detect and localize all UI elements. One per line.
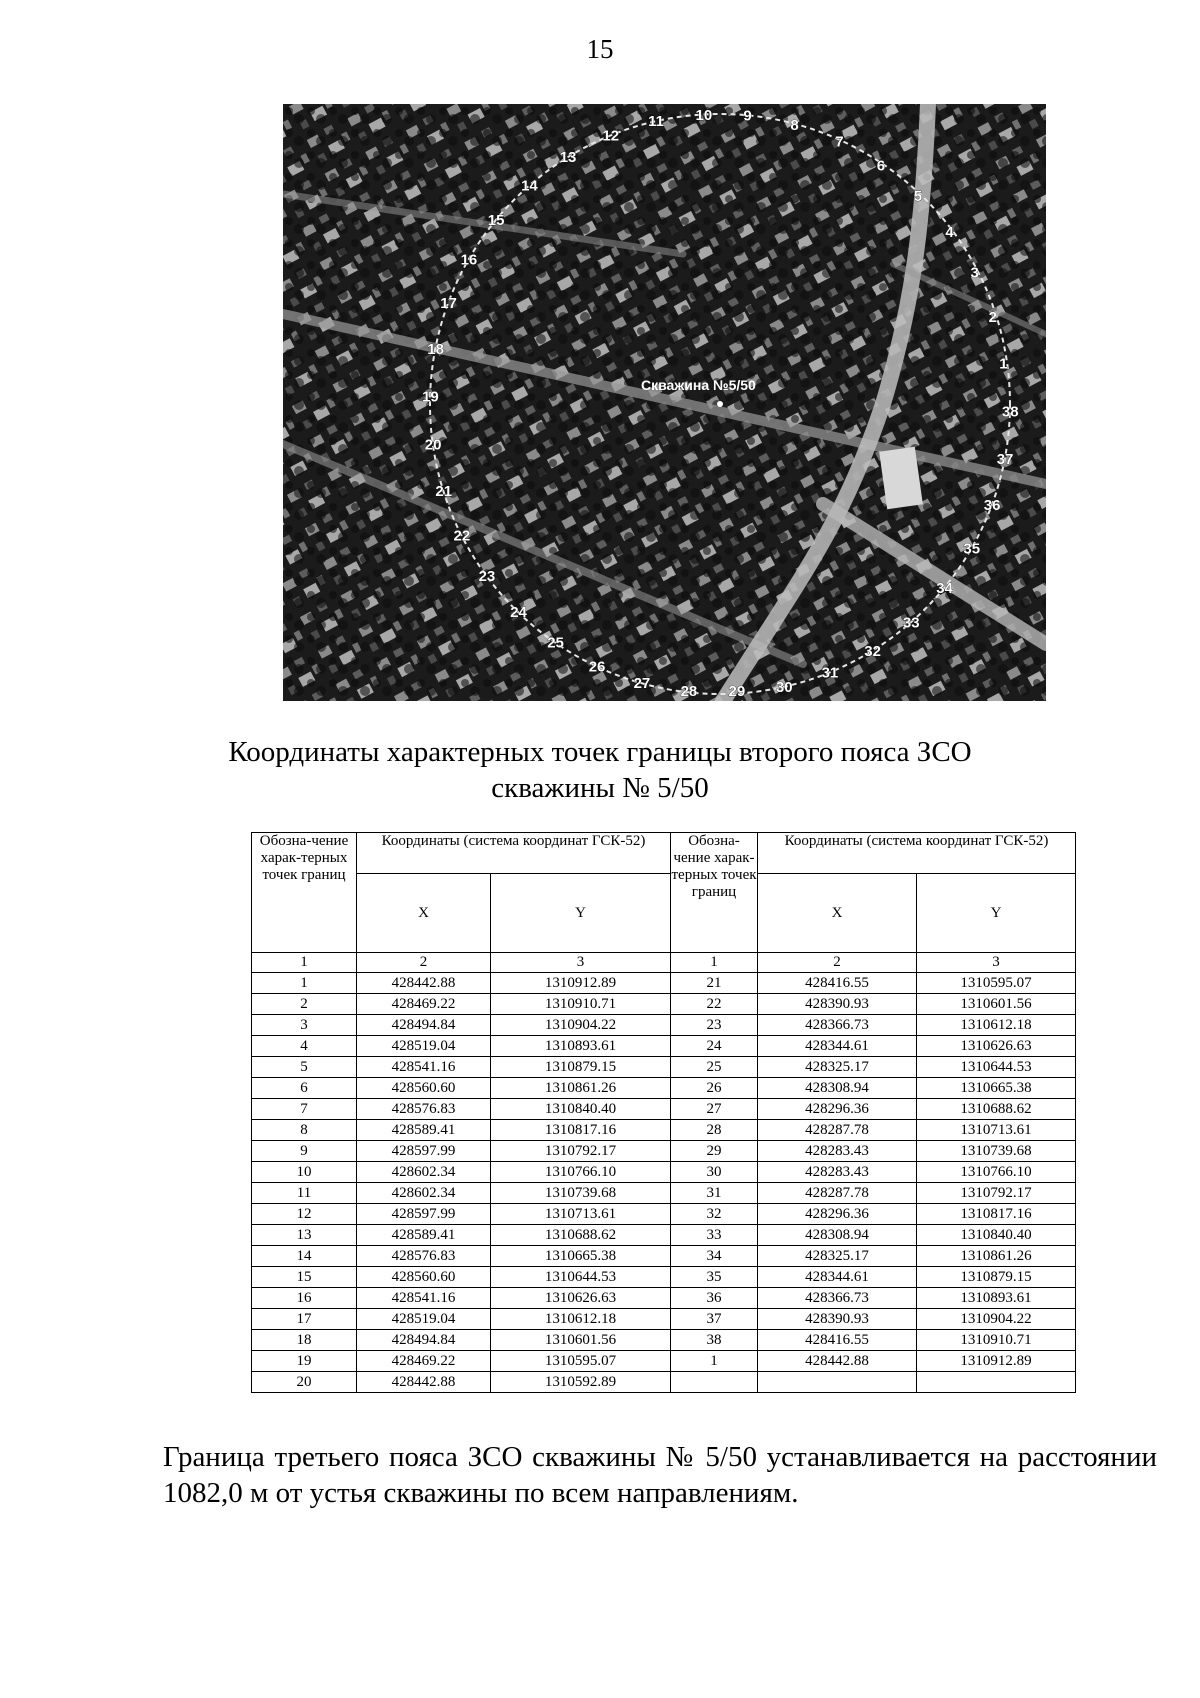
y-cell: 1310904.22 (491, 1015, 671, 1036)
boundary-point-label: 32 (864, 642, 881, 660)
column-number: 2 (357, 953, 491, 973)
point-id-cell: 34 (671, 1246, 758, 1267)
boundary-point-label: 17 (440, 294, 457, 312)
x-cell: 428308.94 (758, 1078, 917, 1099)
x-cell: 428442.88 (357, 973, 491, 994)
point-id-cell: 1 (252, 973, 357, 994)
header-y-right: Y (917, 874, 1076, 953)
point-id-cell: 9 (252, 1141, 357, 1162)
point-id-cell: 24 (671, 1036, 758, 1057)
caption-line-1: Координаты характерных точек границы второго пояса ЗСО (228, 736, 972, 768)
point-id-cell: 20 (252, 1372, 357, 1393)
point-id-cell: 38 (671, 1330, 758, 1351)
table-row (252, 1120, 1076, 1141)
boundary-point-label: 12 (602, 127, 620, 145)
y-cell: 1310612.18 (491, 1309, 671, 1330)
y-cell: 1310912.89 (491, 973, 671, 994)
x-cell: 428416.55 (758, 973, 917, 994)
boundary-point-label: 23 (478, 568, 496, 586)
y-cell: 1310893.61 (917, 1288, 1076, 1309)
header-x-left: X (357, 874, 491, 953)
point-id-cell: 17 (252, 1309, 357, 1330)
point-id-cell: 28 (671, 1120, 758, 1141)
x-cell: 428366.73 (758, 1015, 917, 1036)
x-cell: 428287.78 (758, 1120, 917, 1141)
y-cell: 1310879.15 (491, 1057, 671, 1078)
header-designation-right: Обозна-чение харак-терных точек границ (671, 833, 758, 953)
x-cell: 428589.41 (357, 1225, 491, 1246)
point-id-cell: 23 (671, 1015, 758, 1036)
boundary-point-label: 16 (460, 251, 478, 269)
x-cell: 428366.73 (758, 1288, 917, 1309)
point-id-cell: 37 (671, 1309, 758, 1330)
point-id-cell: 22 (671, 994, 758, 1015)
table-row (252, 1078, 1076, 1099)
boundary-point-label: 22 (453, 527, 471, 545)
table-row (252, 994, 1076, 1015)
column-number: 1 (252, 953, 357, 973)
table-row (252, 1141, 1076, 1162)
point-id-cell: 32 (671, 1204, 758, 1225)
y-cell: 1310792.17 (491, 1141, 671, 1162)
point-id-cell: 25 (671, 1057, 758, 1078)
x-cell: 428597.99 (357, 1141, 491, 1162)
boundary-point-label: 38 (1001, 403, 1019, 421)
point-id-cell: 36 (671, 1288, 758, 1309)
x-cell: 428541.16 (357, 1288, 491, 1309)
table-row (252, 1015, 1076, 1036)
y-cell: 1310626.63 (917, 1036, 1076, 1057)
y-cell: 1310665.38 (917, 1078, 1076, 1099)
point-id-cell: 33 (671, 1225, 758, 1246)
x-cell: 428494.84 (357, 1015, 491, 1036)
x-cell: 428283.43 (758, 1141, 917, 1162)
boundary-point-label: 28 (680, 683, 698, 700)
y-cell: 1310688.62 (917, 1099, 1076, 1120)
x-cell: 428494.84 (357, 1330, 491, 1351)
boundary-point-label: 2 (988, 308, 997, 326)
caption-line-2: скважины № 5/50 (491, 772, 709, 804)
point-id-cell: 4 (252, 1036, 357, 1057)
y-cell: 1310626.63 (491, 1288, 671, 1309)
x-cell: 428308.94 (758, 1225, 917, 1246)
point-id-cell: 31 (671, 1183, 758, 1204)
y-cell: 1310713.61 (917, 1120, 1076, 1141)
map-canvas (283, 104, 1046, 701)
table-row (252, 1351, 1076, 1372)
y-cell: 1310893.61 (491, 1036, 671, 1057)
point-id-cell: 3 (252, 1015, 357, 1036)
y-cell: 1310644.53 (491, 1267, 671, 1288)
y-cell: 1310713.61 (491, 1204, 671, 1225)
table-row (252, 1036, 1076, 1057)
boundary-point-label: 27 (633, 675, 651, 693)
point-id-cell: 7 (252, 1099, 357, 1120)
y-cell: 1310861.26 (491, 1078, 671, 1099)
x-cell (758, 1372, 917, 1393)
boundary-point-label: 29 (728, 683, 746, 700)
y-cell: 1310644.53 (917, 1057, 1076, 1078)
y-cell: 1310766.10 (491, 1162, 671, 1183)
point-id-cell: 6 (252, 1078, 357, 1099)
table-row (252, 973, 1076, 994)
point-id-cell: 19 (252, 1351, 357, 1372)
boundary-point-label: 15 (487, 212, 505, 230)
header-y-left: Y (491, 874, 671, 953)
y-cell: 1310766.10 (917, 1162, 1076, 1183)
well-label: Скважина №5/50 (641, 377, 756, 393)
y-cell (917, 1372, 1076, 1393)
y-cell: 1310592.89 (491, 1372, 671, 1393)
column-number: 1 (671, 953, 758, 973)
x-cell: 428442.88 (758, 1351, 917, 1372)
point-id-cell: 5 (252, 1057, 357, 1078)
boundary-point-label: 30 (775, 678, 793, 696)
y-cell: 1310904.22 (917, 1309, 1076, 1330)
boundary-point-label: 6 (876, 157, 886, 175)
table-row (252, 1330, 1076, 1351)
x-cell: 428469.22 (357, 994, 491, 1015)
y-cell: 1310912.89 (917, 1351, 1076, 1372)
boundary-point-label: 25 (547, 634, 564, 652)
x-cell: 428296.36 (758, 1099, 917, 1120)
point-id-cell: 11 (252, 1183, 357, 1204)
boundary-point-label: 14 (521, 177, 538, 195)
header-designation-left: Обозна-чение харак-терных точек границ (252, 833, 357, 953)
x-cell: 428560.60 (357, 1078, 491, 1099)
page-number: 15 (586, 34, 614, 64)
point-id-cell: 10 (252, 1162, 357, 1183)
boundary-point-label: 5 (913, 187, 923, 205)
x-cell: 428541.16 (357, 1057, 491, 1078)
header-coords-left: Координаты (система координат ГСК-52) (357, 833, 671, 874)
table-row (252, 1267, 1076, 1288)
y-cell: 1310612.18 (917, 1015, 1076, 1036)
x-cell: 428602.34 (357, 1162, 491, 1183)
satellite-map (283, 104, 1046, 701)
y-cell: 1310595.07 (917, 973, 1076, 994)
table-caption (0, 734, 1200, 806)
y-cell: 1310817.16 (491, 1120, 671, 1141)
x-cell: 428344.61 (758, 1267, 917, 1288)
boundary-point-label: 36 (983, 497, 1001, 515)
point-id-cell: 2 (252, 994, 357, 1015)
point-id-cell: 12 (252, 1204, 357, 1225)
table-row (252, 1099, 1076, 1120)
boundary-point-label: 11 (648, 113, 664, 131)
boundary-point-label: 35 (963, 540, 981, 558)
table-row (252, 1288, 1076, 1309)
point-id-cell: 27 (671, 1099, 758, 1120)
boundary-point-label: 9 (743, 107, 752, 125)
x-cell: 428287.78 (758, 1183, 917, 1204)
y-cell: 1310879.15 (917, 1267, 1076, 1288)
x-cell: 428283.43 (758, 1162, 917, 1183)
y-cell: 1310595.07 (491, 1351, 671, 1372)
point-id-cell: 15 (252, 1267, 357, 1288)
point-id-cell: 29 (671, 1141, 758, 1162)
x-cell: 428325.17 (758, 1057, 917, 1078)
table-row (252, 1225, 1076, 1246)
boundary-point-label: 3 (970, 264, 979, 282)
y-cell: 1310861.26 (917, 1246, 1076, 1267)
y-cell: 1310601.56 (491, 1330, 671, 1351)
boundary-point-label: 1 (999, 355, 1008, 373)
table-row (252, 1162, 1076, 1183)
y-cell: 1310739.68 (917, 1141, 1076, 1162)
boundary-point-label: 21 (435, 483, 453, 501)
boundary-point-label: 8 (790, 116, 799, 134)
x-cell: 428560.60 (357, 1267, 491, 1288)
boundary-point-label: 26 (588, 658, 606, 676)
table-row (252, 1309, 1076, 1330)
boundary-point-label: 34 (936, 579, 953, 597)
x-cell: 428416.55 (758, 1330, 917, 1351)
x-cell: 428325.17 (758, 1246, 917, 1267)
x-cell: 428390.93 (758, 1309, 917, 1330)
column-numbers-row (252, 953, 1076, 973)
point-id-cell: 35 (671, 1267, 758, 1288)
boundary-point-label: 37 (996, 451, 1014, 469)
x-cell: 428442.88 (357, 1372, 491, 1393)
point-id-cell: 30 (671, 1162, 758, 1183)
boundary-point-label: 13 (559, 149, 577, 167)
point-id-cell: 26 (671, 1078, 758, 1099)
coordinates-table (251, 832, 1076, 1393)
x-cell: 428519.04 (357, 1036, 491, 1057)
column-number: 2 (758, 953, 917, 973)
y-cell: 1310665.38 (491, 1246, 671, 1267)
boundary-point-label: 33 (902, 614, 920, 632)
x-cell: 428602.34 (357, 1183, 491, 1204)
y-cell: 1310840.40 (491, 1099, 671, 1120)
boundary-point-label: 20 (424, 436, 442, 454)
column-number: 3 (491, 953, 671, 973)
y-cell: 1310840.40 (917, 1225, 1076, 1246)
header-x-right: X (758, 874, 917, 953)
boundary-point-label: 18 (427, 340, 444, 358)
boundary-point-label: 31 (821, 664, 839, 682)
x-cell: 428576.83 (357, 1099, 491, 1120)
x-cell: 428597.99 (357, 1204, 491, 1225)
y-cell: 1310910.71 (491, 994, 671, 1015)
boundary-point-label: 4 (945, 223, 954, 241)
point-id-cell: 18 (252, 1330, 357, 1351)
y-cell: 1310739.68 (491, 1183, 671, 1204)
y-cell: 1310910.71 (917, 1330, 1076, 1351)
well-marker-icon (717, 401, 723, 407)
boundary-point-label: 7 (835, 133, 844, 151)
x-cell: 428519.04 (357, 1309, 491, 1330)
header-coords-right: Координаты (система координат ГСК-52) (758, 833, 1076, 874)
x-cell: 428390.93 (758, 994, 917, 1015)
x-cell: 428469.22 (357, 1351, 491, 1372)
y-cell: 1310601.56 (917, 994, 1076, 1015)
boundary-point-label: 24 (510, 604, 527, 622)
table-row (252, 1246, 1076, 1267)
x-cell: 428576.83 (357, 1246, 491, 1267)
third-zone-paragraph: Граница третьего пояса ЗСО скважины № 5/50 устанавливается на расстоянии 1082,0 м от устья скважины по всем направлениям. (163, 1441, 1157, 1509)
table-row (252, 1183, 1076, 1204)
column-number: 3 (917, 953, 1076, 973)
point-id-cell: 1 (671, 1351, 758, 1372)
x-cell: 428344.61 (758, 1036, 917, 1057)
y-cell: 1310688.62 (491, 1225, 671, 1246)
point-id-cell: 14 (252, 1246, 357, 1267)
table-row (252, 1057, 1076, 1078)
point-id-cell: 21 (671, 973, 758, 994)
x-cell: 428296.36 (758, 1204, 917, 1225)
x-cell: 428589.41 (357, 1120, 491, 1141)
point-id-cell (671, 1372, 758, 1393)
point-id-cell: 16 (252, 1288, 357, 1309)
point-id-cell: 8 (252, 1120, 357, 1141)
table-row (252, 1204, 1076, 1225)
y-cell: 1310817.16 (917, 1204, 1076, 1225)
boundary-point-label: 19 (422, 388, 439, 406)
boundary-point-label: 10 (695, 107, 713, 124)
table-row (252, 1372, 1076, 1393)
point-id-cell: 13 (252, 1225, 357, 1246)
y-cell: 1310792.17 (917, 1183, 1076, 1204)
